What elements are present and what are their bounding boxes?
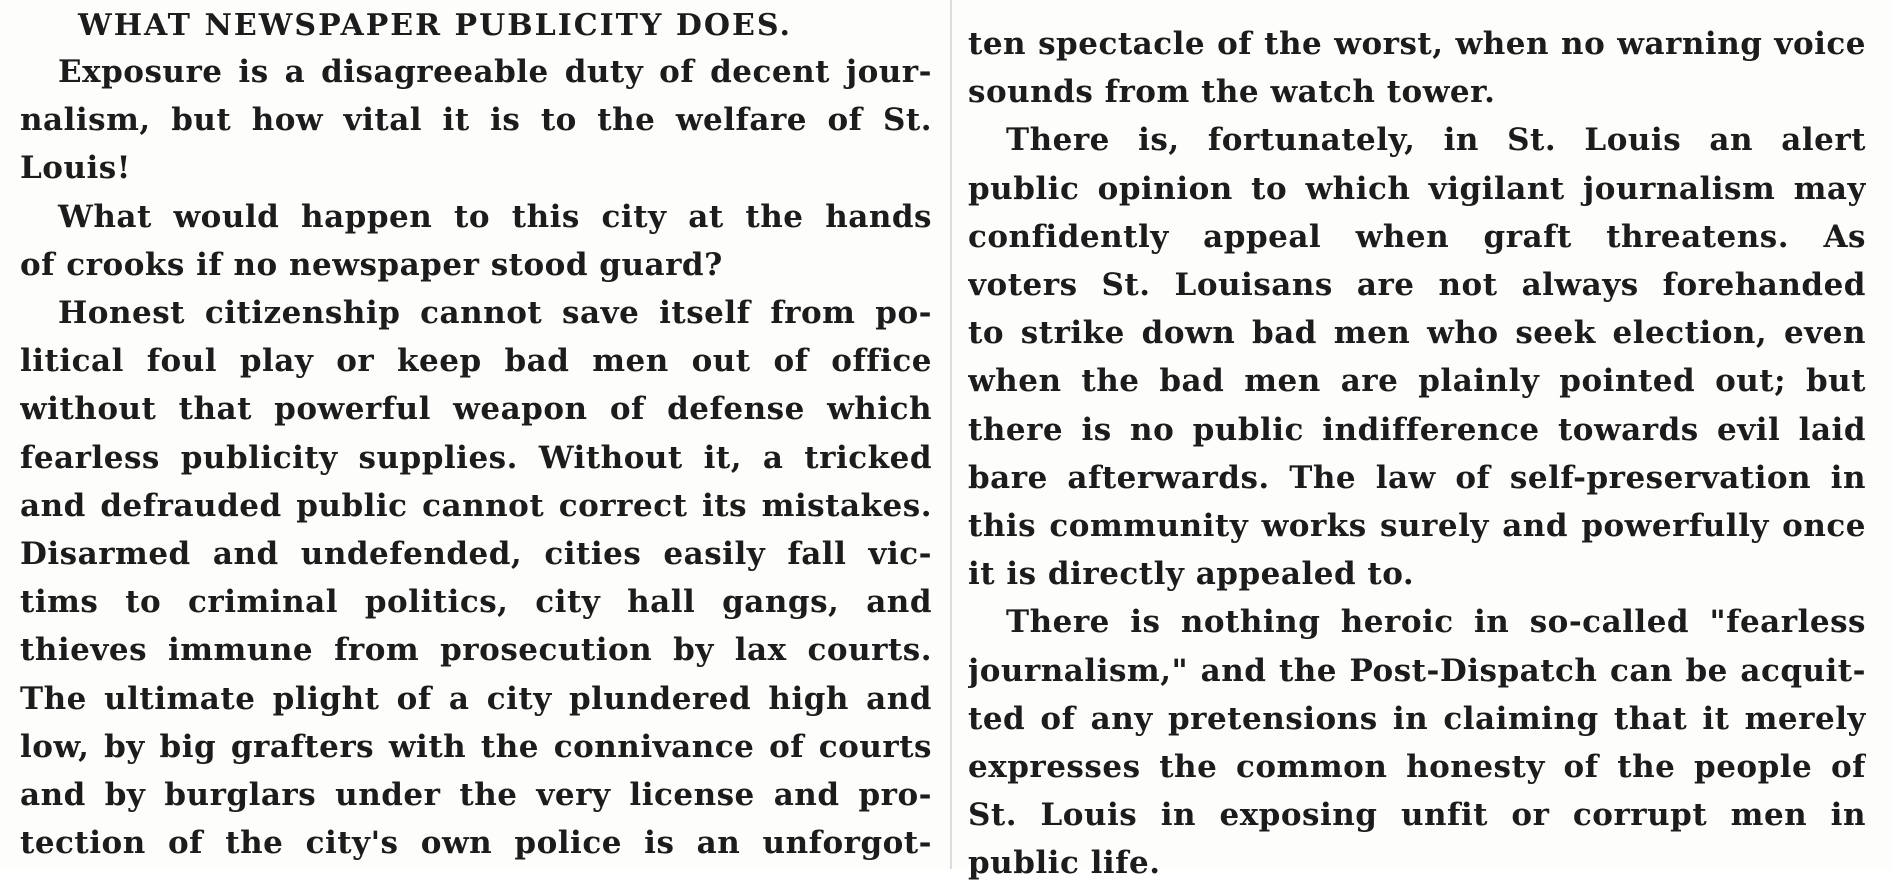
right-column-text	[968, 20, 1866, 888]
text-line: public life.	[968, 845, 1161, 882]
text-line: What would happen to this city at the hands	[58, 198, 932, 235]
column-divider	[950, 0, 952, 869]
left-column-text	[20, 48, 932, 867]
text-line: There is, fortunately, in St. Louis an alert	[1006, 122, 1866, 159]
text-line: this community works surely and powerfully once	[968, 508, 1866, 545]
article-headline: WHAT NEWSPAPER PUBLICITY DOES.	[78, 8, 792, 43]
text-line: expresses the common honesty of the people of	[968, 749, 1866, 786]
right-column	[968, 0, 1866, 882]
text-line: to strike down bad men who seek election, even	[968, 315, 1866, 352]
left-column	[20, 0, 932, 869]
text-line: fearless publicity supplies. Without it, a tricked	[20, 439, 932, 476]
text-line: Honest citizenship cannot save itself from po-	[58, 295, 932, 332]
text-line: Exposure is a disagreeable duty of decent jour-	[58, 54, 932, 90]
text-line: low, by big grafters with the connivance of courts	[20, 728, 932, 765]
text-line: St. Louis in exposing unfit or corrupt men in	[968, 797, 1866, 834]
text-line: ted of any pretensions in claiming that it merely	[968, 700, 1866, 737]
text-line: journalism," and the Post-Dispatch can be acquit-	[968, 652, 1866, 689]
text-line: tims to criminal politics, city hall gangs, and	[20, 584, 932, 621]
text-line: The ultimate plight of a city plundered high and	[20, 680, 932, 717]
text-line: ten spectacle of the worst, when no warning voice	[968, 26, 1866, 62]
text-line: voters St. Louisans are not always forehanded	[968, 267, 1866, 304]
text-line: there is no public indifference towards evil laid	[968, 411, 1866, 448]
text-line: confidently appeal when graft threatens. As	[968, 218, 1866, 255]
text-line: bare afterwards. The law of self-preservation in	[968, 459, 1866, 496]
text-line: Disarmed and undefended, cities easily fall vic-	[20, 536, 932, 573]
text-line: There is nothing heroic in so-called "fearless	[1006, 604, 1866, 641]
text-line: of crooks if no newspaper stood guard?	[20, 246, 723, 283]
text-line: without that powerful weapon of defense which	[20, 391, 932, 428]
text-line: litical foul play or keep bad men out of office	[20, 343, 932, 380]
text-line: nalism, but how vital it is to the welfare of St.	[20, 102, 932, 139]
text-line: and defrauded public cannot correct its mistakes.	[20, 487, 932, 524]
text-line: Louis!	[20, 150, 131, 187]
text-line: it is directly appealed to.	[968, 556, 1415, 593]
text-line: tection of the city's own police is an unforgot-	[20, 825, 932, 862]
text-line: and by burglars under the very license and pro-	[20, 777, 932, 814]
text-line: public opinion to which vigilant journalism may	[968, 170, 1866, 207]
text-line: when the bad men are plainly pointed out; but	[968, 363, 1866, 400]
text-line: thieves immune from prosecution by lax courts.	[20, 632, 932, 669]
text-line: sounds from the watch tower.	[968, 74, 1496, 111]
